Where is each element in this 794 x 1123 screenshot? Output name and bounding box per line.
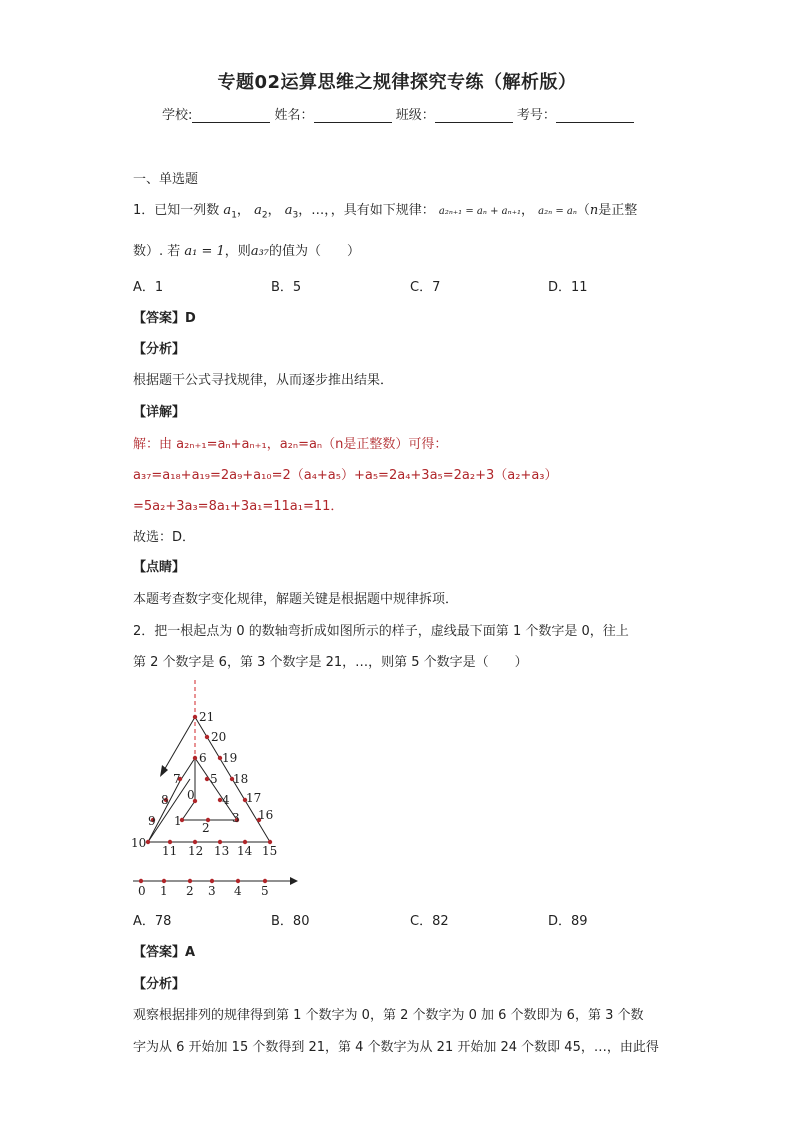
name-label: 姓名：	[274, 108, 314, 123]
arrow-head-icon	[160, 765, 168, 777]
axis-label: 1	[160, 884, 168, 898]
figure-label: 8	[161, 793, 169, 807]
figure-label: 2	[202, 821, 210, 835]
q2-analysis-line1: 观察根据排列的规律得到第 1 个数字为 0，第 2 个数字为 0 加 6 个数即为 6，第 3 个数	[133, 1008, 644, 1023]
number-line-point	[236, 879, 240, 883]
q1-comment-text: 本题考查数字变化规律，解题关键是根据题中规律拆项．	[133, 592, 459, 607]
section-heading: 一、单选题	[133, 172, 199, 187]
q1-answer: 【答案】D	[133, 311, 196, 326]
figure-label: 17	[246, 791, 262, 805]
figure-point	[193, 715, 197, 719]
figure-label: 16	[258, 808, 274, 822]
axis-label: 2	[186, 884, 194, 898]
figure-label: 4	[222, 793, 230, 807]
q1-rule-formula-1: a₂ₙ₊₁ = aₙ + aₙ₊₁	[438, 206, 521, 217]
number-line-labels	[138, 884, 269, 898]
figure-label: 3	[232, 811, 240, 825]
q1-rule-formula-2: a₂ₙ = aₙ	[538, 206, 577, 217]
q2-option-b: B．80	[271, 914, 310, 929]
figure-label: 6	[199, 751, 207, 765]
figure-point	[205, 735, 209, 739]
q1-detail-label: 【详解】	[133, 405, 186, 420]
segment-6-7	[180, 758, 195, 781]
number-line-point	[188, 879, 192, 883]
q1-comment-label: 【点睛】	[133, 560, 186, 575]
q2-analysis-line2: 字为从 6 开始加 15 个数得到 21，第 4 个数字为从 21 开始加 24 个数即 45，…，由此得	[133, 1040, 659, 1055]
figure-label: 5	[210, 772, 218, 786]
q1-option-a: A．1	[133, 280, 164, 295]
q2-stem-line1: 2．把一根起点为 0 的数轴弯折成如图所示的样子，虚线最下面第 1 个数字是 0，往上	[133, 624, 629, 639]
number-line-point	[210, 879, 214, 883]
q2-option-a: A．78	[133, 914, 172, 929]
q2-stem-line2: 第 2 个数字是 6，第 3 个数字是 21，…，则第 5 个数字是（ ）	[133, 655, 528, 670]
q1-option-c: C．7	[410, 280, 441, 295]
figure-label: 15	[262, 844, 278, 858]
figure-label: 13	[214, 844, 230, 858]
figure-label: 9	[148, 814, 156, 828]
q1-option-b: B．5	[271, 280, 302, 295]
figure-point	[205, 777, 209, 781]
axis-label: 3	[208, 884, 216, 898]
figure-label: 0	[187, 788, 195, 802]
number-line-point	[139, 879, 143, 883]
exam-number-label: 考号：	[516, 108, 556, 123]
figure-label: 12	[188, 844, 204, 858]
class-label: 班级：	[395, 108, 435, 123]
axis-label: 4	[234, 884, 242, 898]
q1-stem-line2: 数）. 若 a₁ = 1，则a₃₇的值为（ ）	[133, 244, 361, 259]
q1-condition: a₁ = 1	[184, 244, 225, 259]
figure-label: 14	[237, 844, 253, 858]
figure-label: 7	[173, 772, 181, 786]
q1-detail-line1: 解：由 a₂ₙ₊₁=aₙ+aₙ₊₁，a₂ₙ=aₙ（n是正整数）可得：	[133, 437, 448, 452]
figure-point	[146, 840, 150, 844]
q1-detail-line3: =5a₂+3a₃=8a₁+3a₁=11a₁=11．	[133, 499, 344, 514]
q2-option-c: C．82	[410, 914, 449, 929]
segment-7-10	[148, 781, 180, 842]
q1-analysis-text: 根据题干公式寻找规律，从而逐步推出结果．	[133, 373, 394, 388]
q2-answer: 【答案】A	[133, 945, 196, 960]
figure-label: 18	[233, 772, 249, 786]
figure-point	[193, 756, 197, 760]
number-line-point	[162, 879, 166, 883]
q1-analysis-label: 【分析】	[133, 342, 186, 357]
figure-label: 10	[131, 836, 147, 850]
page-title: 专题02运算思维之规律探究专练（解析版）	[217, 72, 577, 93]
axis-label: 5	[261, 884, 269, 898]
figure-label: 1	[174, 814, 182, 828]
number-line-point	[263, 879, 267, 883]
figure-label: 20	[211, 730, 227, 744]
figure-label: 21	[199, 710, 215, 724]
arrow-line	[163, 717, 195, 772]
q2-analysis-label: 【分析】	[133, 977, 186, 992]
q1-detail-line2: a₃₇=a₁₈+a₁₉=2a₉+a₁₀=2（a₄+a₅）+a₅=2a₄+3a₅=2a₂+3（a₂+a₃）	[133, 468, 558, 483]
q1-option-d: D．11	[548, 280, 588, 295]
figure-label: 11	[162, 844, 178, 858]
school-label: 学校:	[162, 108, 193, 123]
figure-label: 19	[222, 751, 238, 765]
q1-choose: 故选：D．	[133, 530, 196, 545]
q2-option-d: D．89	[548, 914, 588, 929]
axis-label: 0	[138, 884, 146, 898]
number-line-arrow-icon	[290, 877, 298, 885]
q1-stem-line1: 1．已知一列数 $a_1$， $a_2$， $a_3$，…，，具有如下规律： a₂ₙ₊₁ = aₙ + aₙ₊₁， a₂ₙ = aₙ（n是正整	[133, 203, 638, 221]
